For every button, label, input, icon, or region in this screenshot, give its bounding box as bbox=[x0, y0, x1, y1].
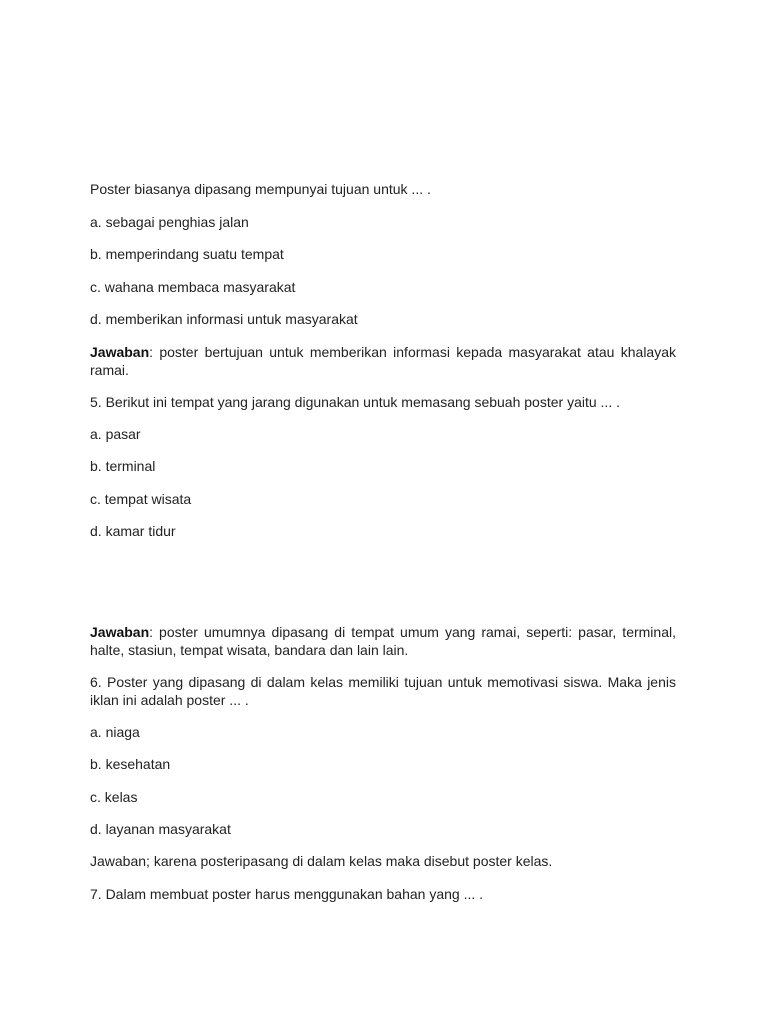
question-6-option-d: d. layanan masyarakat bbox=[90, 821, 231, 837]
question-5-answer bbox=[90, 623, 676, 659]
question-5-option-c: c. tempat wisata bbox=[90, 491, 192, 507]
question-5-text: 5. Berikut ini tempat yang jarang digunakan untuk memasang sebuah poster yaitu ... . bbox=[90, 394, 620, 410]
question-6-option-b: b. kesehatan bbox=[90, 756, 171, 772]
question-4-answer bbox=[90, 343, 676, 379]
question-4-option-a: a. sebagai penghias jalan bbox=[90, 214, 249, 230]
question-7-text: 7. Dalam membuat poster harus menggunakan bahan yang ... . bbox=[90, 886, 484, 902]
question-4-option-d: d. memberikan informasi untuk masyarakat bbox=[90, 311, 358, 327]
answer-text: : poster umumnya dipasang di tempat umum yang ramai, seperti: pasar, terminal, halte, stasiun, tempat wisata, bandara dan lain lain. bbox=[90, 624, 676, 658]
question-5-option-a: a. pasar bbox=[90, 426, 141, 442]
answer-text: karena posteripasang di dalam kelas maka disebut poster kelas. bbox=[149, 853, 553, 869]
answer-label: Jawaban bbox=[90, 344, 150, 360]
answer-label: Jawaban bbox=[90, 624, 150, 640]
answer-label: Jawaban; bbox=[90, 853, 150, 869]
question-6-answer bbox=[90, 852, 676, 870]
question-6-option-a: a. niaga bbox=[90, 724, 140, 740]
answer-text: : poster bertujuan untuk memberikan informasi kepada masyarakat atau khalayak ramai. bbox=[90, 344, 676, 378]
question-5-option-d: d. kamar tidur bbox=[90, 523, 176, 539]
question-4-option-c: c. wahana membaca masyarakat bbox=[90, 279, 296, 295]
question-6-option-c: c. kelas bbox=[90, 789, 138, 805]
question-4-option-b: b. memperindang suatu tempat bbox=[90, 246, 284, 262]
question-6-text: 6. Poster yang dipasang di dalam kelas memiliki tujuan untuk memotivasi siswa. Maka jenis iklan ini adalah poster ... . bbox=[90, 674, 676, 708]
question-4-text: Poster biasanya dipasang mempunyai tujuan untuk ... . bbox=[90, 181, 431, 197]
question-5-option-b: b. terminal bbox=[90, 458, 156, 474]
